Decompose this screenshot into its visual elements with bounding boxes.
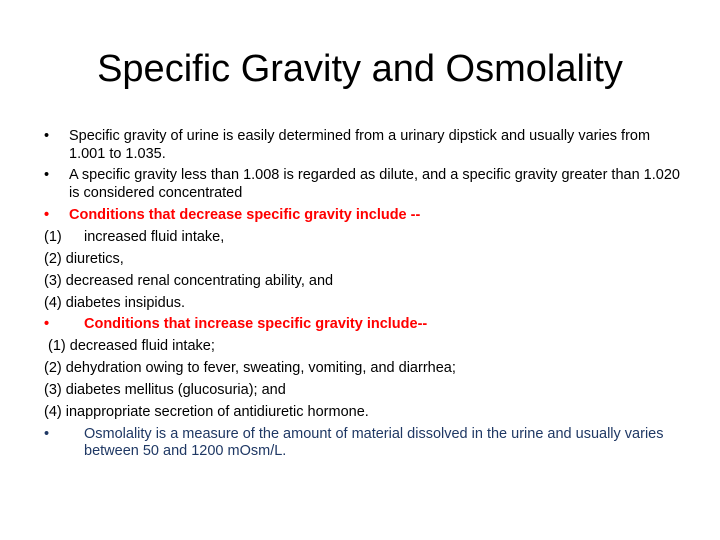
list-item-increase-1: (1) decreased fluid intake; xyxy=(44,338,215,355)
list-item-decrease-4: (4) diabetes insipidus. xyxy=(44,294,186,311)
list-item-decrease-2: (2) diuretics, xyxy=(44,250,124,267)
bullet-item-increase-heading xyxy=(44,316,684,334)
bullet-text: Conditions that increase specific gravity include-- xyxy=(84,316,428,333)
bullet-icon: • xyxy=(44,316,50,333)
slide-body xyxy=(44,128,684,465)
bullet-icon: • xyxy=(44,128,50,144)
slide-title: Specific Gravity and Osmolality xyxy=(97,48,623,90)
list-item-decrease-3: (3) decreased renal concentrating ability, and xyxy=(44,272,334,289)
bullet-item-sg-ranges xyxy=(44,167,684,202)
bullet-text: A specific gravity less than 1.008 is regarded as dilute, and a specific gravity greater than 1.020 is considered concentrated xyxy=(69,167,680,202)
bullet-item-osmolality xyxy=(44,426,684,461)
bullet-icon: • xyxy=(44,425,50,442)
bullet-icon: • xyxy=(44,167,50,184)
list-item-decrease-1 xyxy=(44,229,684,247)
list-item-increase-3: (3) diabetes mellitus (glucosuria); and xyxy=(44,382,286,399)
list-number: (1) xyxy=(44,228,62,245)
list-item-increase-4: (4) inappropriate secretion of antidiuretic hormone. xyxy=(44,403,369,420)
list-text: increased fluid intake, xyxy=(84,228,225,245)
bullet-text: Specific gravity of urine is easily determined from a urinary dipstick and usually varies from 1.001 to 1.035. xyxy=(69,128,651,162)
bullet-icon: • xyxy=(44,206,50,223)
bullet-item-decrease-heading xyxy=(44,207,684,225)
list-item-increase-2: (2) dehydration owing to fever, sweating, vomiting, and diarrhea; xyxy=(44,360,456,377)
bullet-text: Conditions that decrease specific gravity include -- xyxy=(69,206,421,223)
bullet-item-sg-dipstick xyxy=(44,128,684,163)
bullet-text: Osmolality is a measure of the amount of material dissolved in the urine and usually varies between 50 and 1200 mOsm/L. xyxy=(84,425,664,460)
